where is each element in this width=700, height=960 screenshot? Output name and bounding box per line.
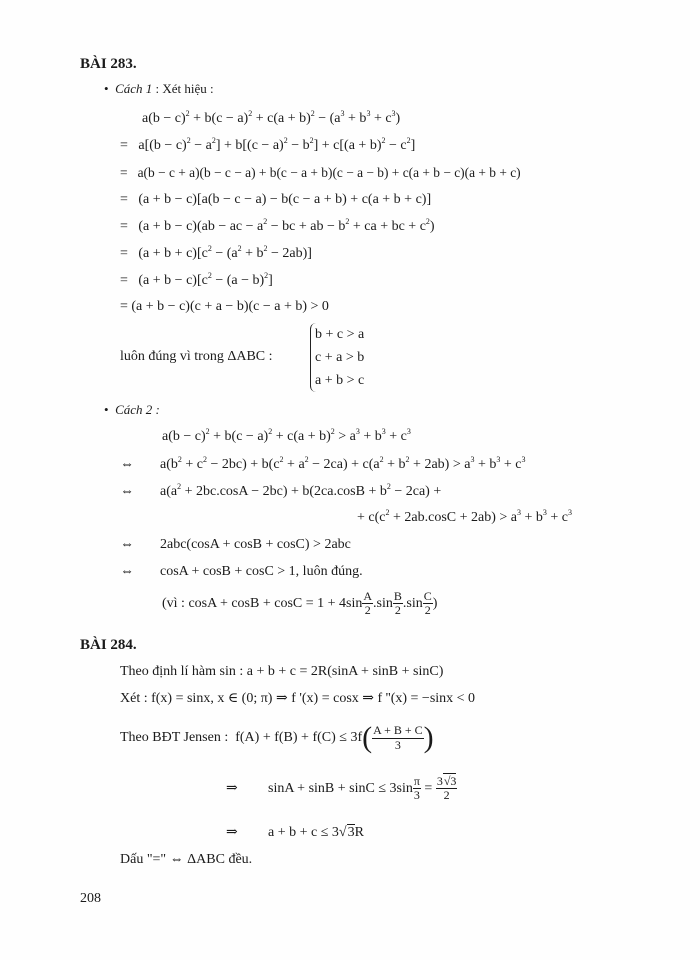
equation-line: ⇔ $a(b^2 + c^2 - 2bc) + b(c^2 + a^2 - 2ca) + c(a^2 + b^2 + 2ab) > a^3 + b^3 + c^3$ [120,455,526,472]
text-line: Xét : f(x) = sinx, x ∈ (0; π) ⇒ f '(x) = cosx ⇒ f ''(x) = −sinx < 0 [120,691,476,706]
text-line: Dấu "=" ⇔ ΔABC đều. [120,852,253,867]
system-line: c + a > b [315,350,365,365]
equation-line: ⇔ 2abc(cosA + cosB + cosC) > 2abc [120,537,351,552]
equation-line: ⇔ cosA + cosB + cosC > 1, luôn đúng. [120,564,363,579]
equation-line: = (a + b − c)(c + a − b)(c − a + b) > 0 [120,299,329,314]
equation-line: = $a[(b - c)^2 - a^2] + b[(c - a)^2 - b^2] + c[(a + b)^2 - c^2]$ [120,136,416,153]
system-line: a + b > c [315,373,365,388]
equivalence-icon: ⇔ [120,457,134,472]
inequality-system [310,323,364,392]
text-line: Theo BĐT Jensen : f(A) + f(B) + f(C) ≤ 3f( $\frac{A + B + C}{3}$ ) [120,721,434,754]
equation-line: ⇒ sinA + sinB + sinC ≤ 3sin $\frac{\pi}{3}$ = $\frac{3√3}{2}$ [226,774,457,803]
note-line: (vì : cosA + cosB + cosC = 1 + 4sin $\frac{A}{2}$ .sin $\frac{B}{2}$ .sin $\frac{C}{2}$ ) [162,589,438,618]
method-1-intro: : Xét hiệu : [155,81,214,96]
equation-line: = $(a + b + c)[c^2 - (a^2 + b^2 - 2ab)]$ [120,244,312,261]
equivalence-icon: ⇔ [120,537,134,552]
implies-icon: ⇒ [226,825,238,840]
equation-line: = (a + b − c)(ab − ac − $a^2$ − bc + ab − $b^2$ + ca + bc + $c^2$) [120,217,435,234]
equation-line: $a(b - c)^2 + b(c - a)^2 + c(a + b)^2 - (a^3 + b^3 + c^3)$ [142,109,401,126]
method-2-label: Cách 2 [115,402,153,417]
system-line: b + c > a [315,327,365,342]
equation-line: = $(a + b - c)[c^2 - (a - b)^2]$ [120,271,273,288]
equation-line: ⇒ a + b + c ≤ 3√3R [226,825,364,840]
equation-line: ⇔ $a(a^2 + 2bc.\cos A - 2bc) + b(2ca.\cos B + b^2 - 2ca)$ + [120,482,442,499]
conclusion-text: luôn đúng vì trong ΔABC : [120,349,273,364]
problem-title-283: BÀI 283. [80,56,137,72]
bullet-icon: • [104,81,109,96]
equation-line: = (a + b − c)[a(b − c − a) − b(c − a + b) + c(a + b + c)] [120,192,432,207]
problem-title-284: BÀI 284. [80,637,137,653]
bullet-icon: • [104,402,109,417]
equivalence-icon: ⇔ [120,484,134,499]
method-1-heading [104,82,214,95]
equation-line: + $c(c^2 + 2ab.\cos C + 2ab) > a^3 + b^3 + c^3$ [357,508,573,525]
text-line: Theo định lí hàm sin : a + b + c = 2R(sinA + sinB + sinC) [120,664,444,679]
page-number: 208 [80,891,101,906]
equation-line: = a(b − c + a)(b − c − a) + b(c − a + b)(c − a − b) + c(a + b − c)(a + b + c) [120,165,521,180]
method-2-intro: : [155,402,160,417]
implies-icon: ⇒ [226,780,238,796]
method-1-label: Cách 1 [115,81,153,96]
method-2-heading [104,403,160,416]
equivalence-icon: ⇔ [120,564,134,579]
equation-line: $a(b - c)^2 + b(c - a)^2 + c(a + b)^2 > a^3 + b^3 + c^3$ [162,427,411,444]
